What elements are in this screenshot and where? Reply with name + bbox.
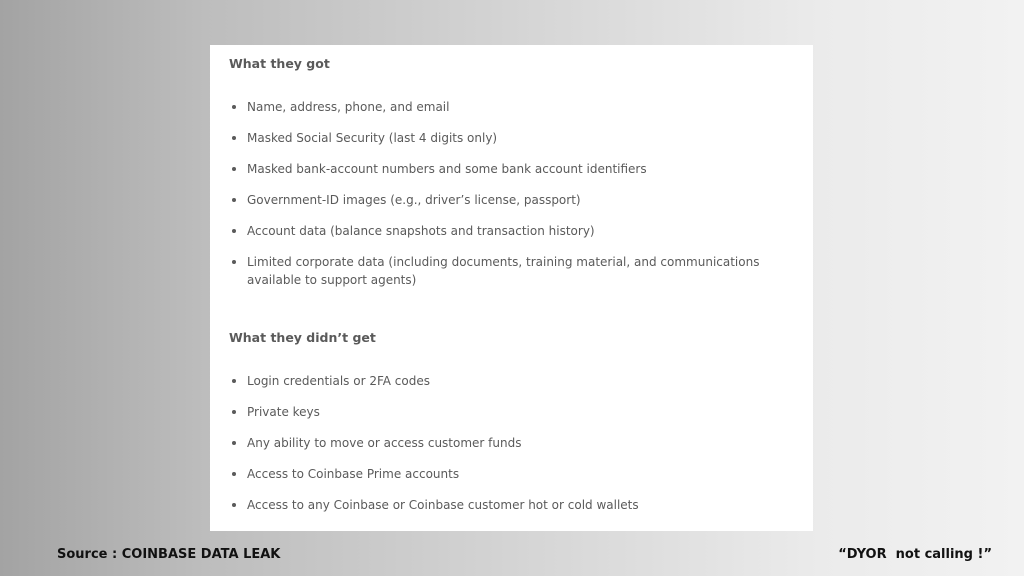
list-item-text: Name, address, phone, and email [247, 100, 450, 114]
bullet-icon [232, 229, 236, 233]
bullet-icon [232, 410, 236, 414]
source-caption: Source : COINBASE DATA LEAK [57, 547, 281, 562]
list-item-text: Login credentials or 2FA codes [247, 374, 430, 388]
list-item [229, 403, 789, 421]
list-item-text: Private keys [247, 405, 320, 419]
list-what-they-didnt-get [229, 372, 789, 527]
bullet-icon [232, 198, 236, 202]
bullet-icon [232, 441, 236, 445]
list-item [229, 191, 789, 209]
list-item-text: Access to Coinbase Prime accounts [247, 467, 460, 481]
list-what-they-got [229, 98, 789, 302]
list-item-text: Account data (balance snapshots and transaction history) [247, 224, 595, 238]
list-item-text: Access to any Coinbase or Coinbase customer hot or cold wallets [247, 498, 639, 512]
heading-what-they-didnt-get: What they didn’t get [229, 330, 376, 345]
bullet-icon [232, 136, 236, 140]
list-item [229, 465, 789, 483]
bullet-icon [232, 105, 236, 109]
list-item-text: Limited corporate data (including documents, training material, and communications available to support agents) [247, 255, 760, 287]
bullet-icon [232, 503, 236, 507]
content-card [210, 45, 813, 531]
list-item [229, 372, 789, 390]
list-item [229, 160, 789, 178]
quote-caption: “DYOR not calling !” [838, 547, 992, 562]
bullet-icon [232, 379, 236, 383]
list-item-text: Masked bank-account numbers and some bank account identifiers [247, 162, 647, 176]
bullet-icon [232, 260, 236, 264]
list-item [229, 98, 789, 116]
list-item [229, 253, 789, 289]
bullet-icon [232, 167, 236, 171]
bullet-icon [232, 472, 236, 476]
list-item [229, 222, 789, 240]
list-item-text: Government-ID images (e.g., driver’s license, passport) [247, 193, 581, 207]
heading-what-they-got: What they got [229, 56, 330, 71]
list-item-text: Any ability to move or access customer funds [247, 436, 522, 450]
list-item [229, 129, 789, 147]
list-item [229, 434, 789, 452]
list-item [229, 496, 789, 514]
list-item-text: Masked Social Security (last 4 digits only) [247, 131, 498, 145]
